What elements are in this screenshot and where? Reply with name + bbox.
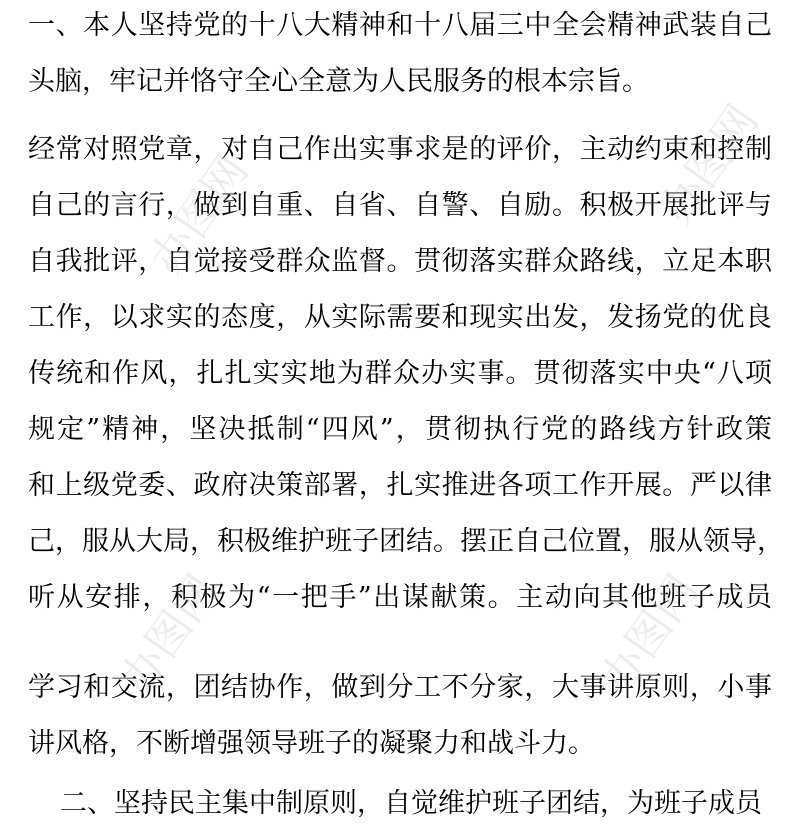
text-line: 和上级党委、政府决策部署，扎实推进各项工作开展。严以律 — [28, 470, 772, 501]
text-line: 头脑，牢记并恪守全心全意为人民服务的根本宗旨。 — [28, 66, 649, 97]
watermark: 办图网 — [590, 565, 709, 704]
text-line: 一、本人坚持党的十八大精神和十八届三中全会精神武装自己 — [28, 10, 772, 41]
text-line: 经常对照党章，对自己作出实事求是的评价，主动约束和控制 — [28, 134, 772, 165]
text-line: 传统和作风，扎扎实实地为群众办实事。贯彻落实中央“八项 — [28, 358, 772, 389]
text-line: 听从安排，积极为“一把手”出谋献策。主动向其他班子成员 — [28, 582, 772, 613]
watermark: 办图网 — [110, 565, 229, 704]
watermark: 办图网 — [140, 145, 259, 284]
text-line: 己，服从大局，积极维护班子团结。摆正自己位置，服从领导， — [28, 526, 784, 557]
text-line: 工作，以求实的态度，从实际需要和现实出发，发扬党的优良 — [28, 302, 772, 333]
watermark: 办图网 — [650, 95, 769, 234]
text-line: 讲风格，不断增强领导班子的凝聚力和战斗力。 — [28, 728, 595, 759]
text-line: 规定”精神，坚决抵制“四风”，贯彻执行党的路线方针政策 — [28, 414, 772, 445]
text-line: 自己的言行，做到自重、自省、自警、自励。积极开展批评与 — [28, 190, 772, 221]
text-line: 自我批评，自觉接受群众监督。贯彻落实群众路线，立足本职 — [28, 246, 772, 277]
text-line-partial: 二、坚持民主集中制原则，自觉维护班子团结，为班子成员 — [60, 788, 762, 819]
text-line: 学习和交流，团结协作，做到分工不分家，大事讲原则，小事 — [28, 672, 772, 703]
